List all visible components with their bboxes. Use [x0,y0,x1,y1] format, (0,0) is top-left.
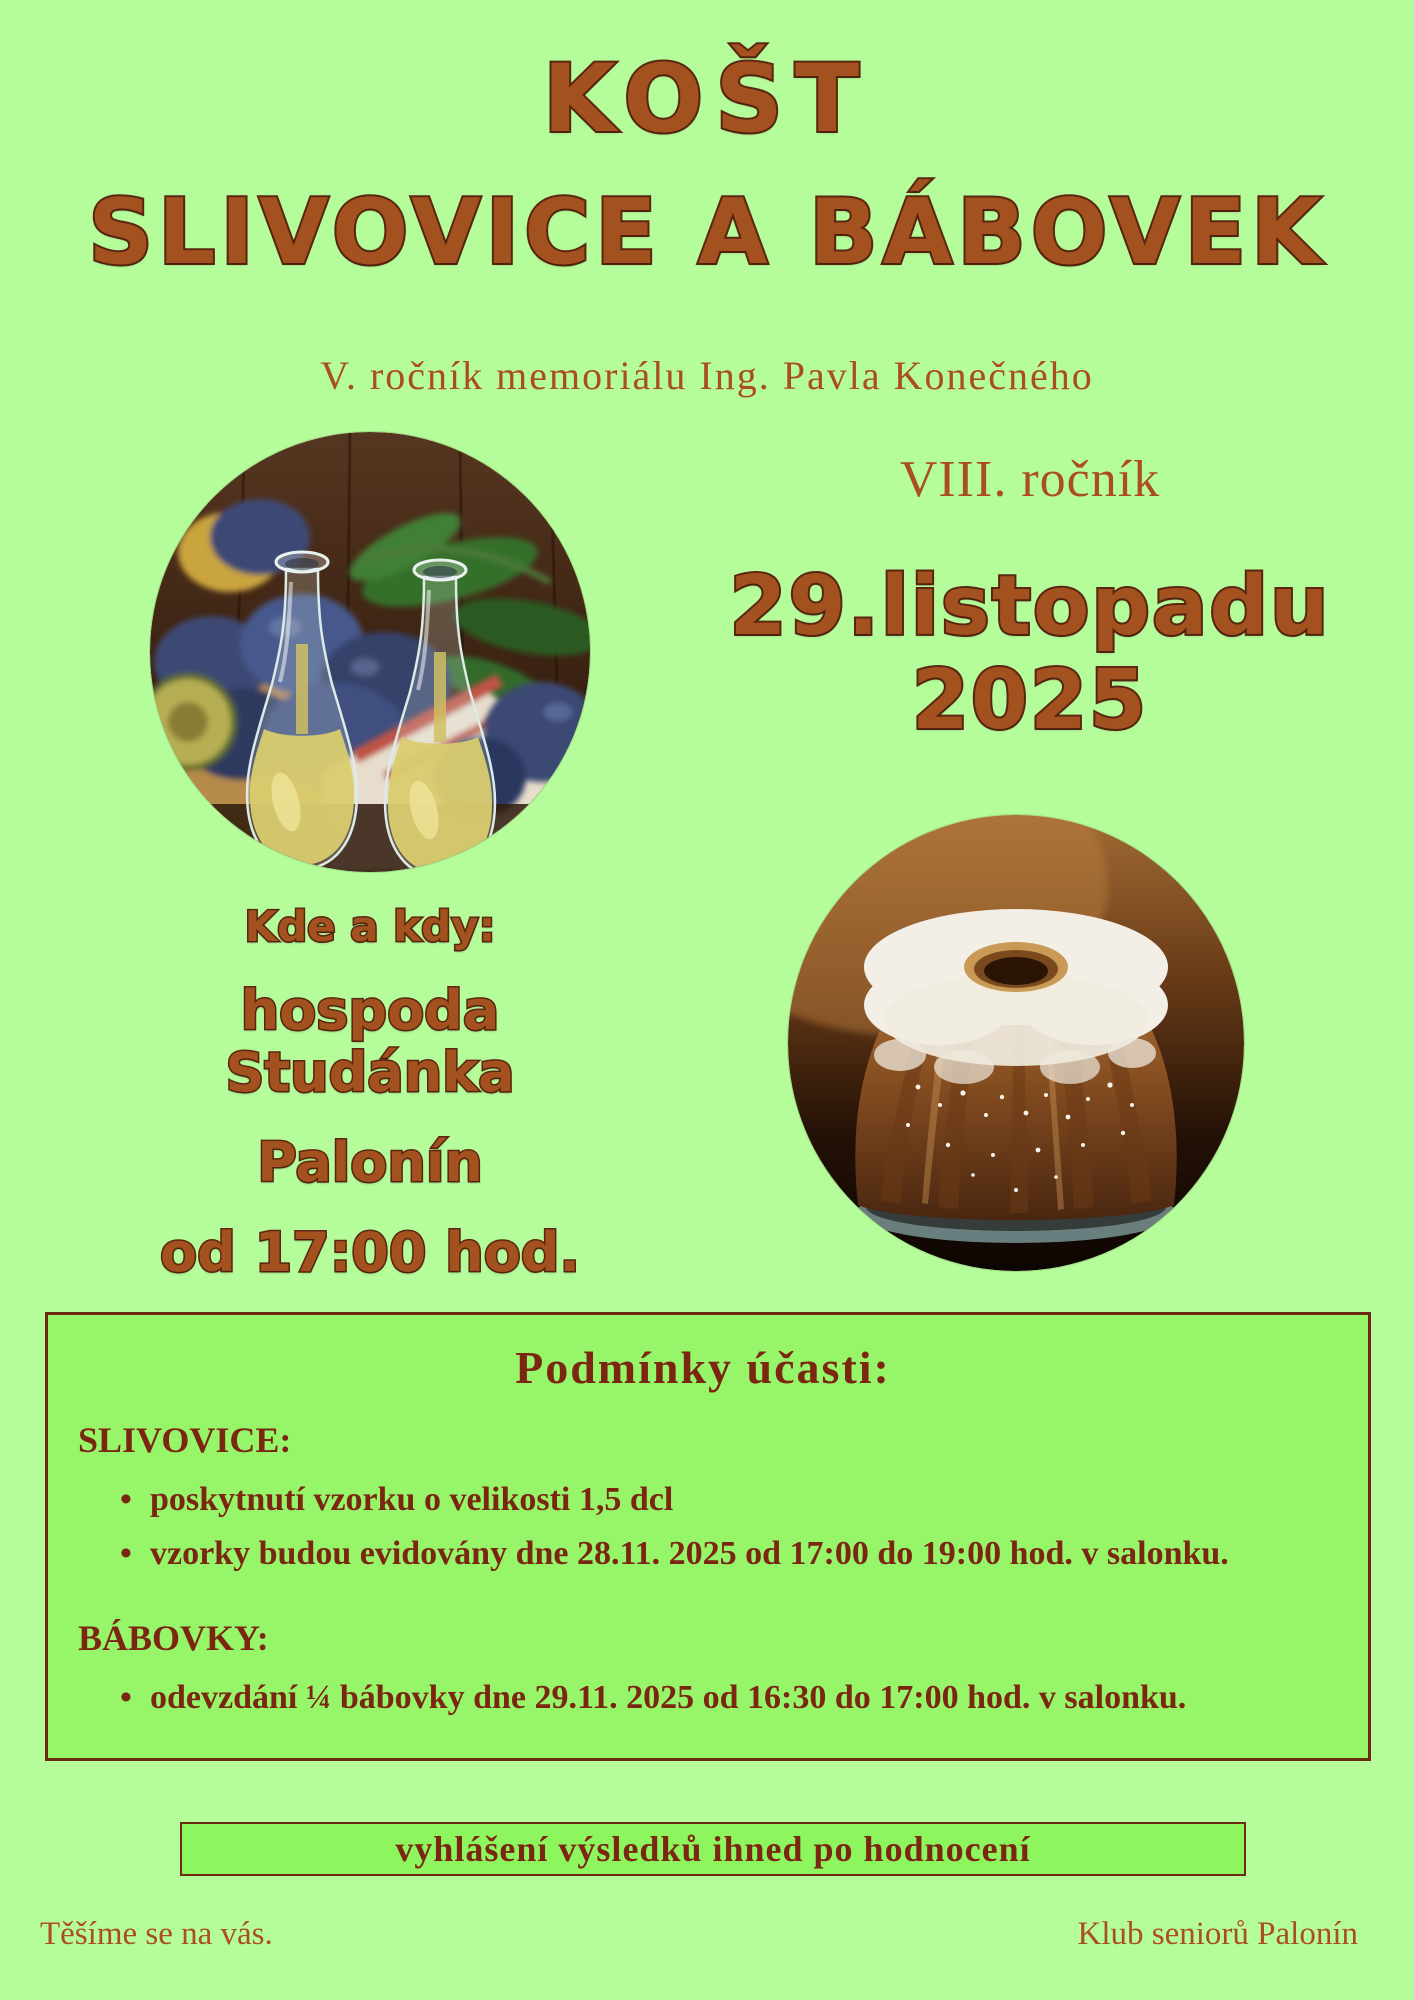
condition-text: poskytnutí vzorku o velikosti 1,5 dcl [150,1481,674,1518]
conditions-box [45,1312,1371,1761]
powdered-sugar [864,909,1168,1084]
condition-item [78,1527,1328,1581]
cake-hole [964,942,1068,992]
edition-label: VIII. ročník [899,451,1161,508]
event-date [620,560,1414,748]
venue-block [110,902,630,1284]
condition-item [78,1671,1328,1725]
conditions-title: Podmínky účasti: [515,1342,891,1393]
venue-label: Kde a kdy: [244,902,496,951]
condition-text: vzorky budou evidovány dne 28.11. 2025 od 17:00 do 19:00 hod. v salonku. [150,1535,1229,1572]
poster-title-line1: KOŠT [542,45,872,154]
babovka-photo [788,815,1244,1271]
event-date-line2: 2025 [911,653,1149,748]
bullet-icon: • [120,1679,132,1716]
bullet-icon: • [120,1535,132,1572]
condition-item [78,1473,1328,1527]
results-banner: vyhlášení výsledků ihned po hodnocení [180,1822,1246,1876]
condition-text: odevzdání ¼ bábovky dne 29.11. 2025 od 16:30 do 17:00 hod. v salonku. [150,1679,1187,1716]
section-label-slivovice: SLIVOVICE: [78,1420,292,1460]
venue-time: od 17:00 hod. [160,1221,580,1284]
slivovice-conditions-list [78,1473,1328,1581]
slivovice-photo [150,432,590,872]
footer-left-text: Těšíme se na vás. [40,1916,273,1952]
table-foreground [150,804,590,872]
bullet-icon: • [120,1481,132,1518]
babovky-conditions-list [78,1671,1328,1725]
venue-town: Palonín [257,1131,483,1194]
section-label-babovky: BÁBOVKY: [78,1618,269,1658]
slivovice-illustration [150,432,590,872]
event-date-line1: 29.listopadu [729,559,1331,654]
footer-right-text: Klub seniorů Palonín [1077,1916,1358,1952]
poster-subtitle: V. ročník memoriálu Ing. Pavla Konečného [320,353,1094,398]
babovka-illustration [788,815,1244,1271]
venue-name: hospoda Studánka [225,979,515,1104]
poster-title-line2: SLIVOVICE A BÁBOVEK [88,180,1326,285]
